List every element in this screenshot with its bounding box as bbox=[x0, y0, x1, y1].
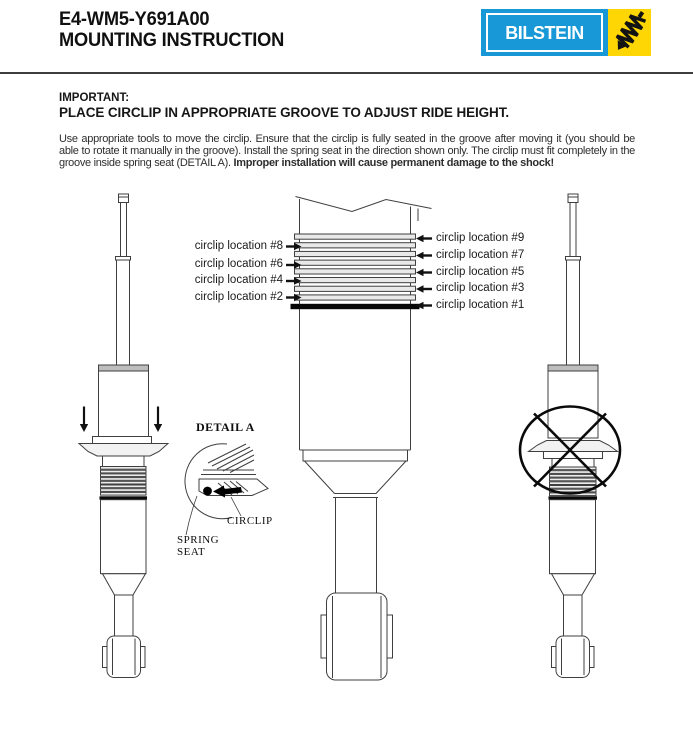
seat-section-hatch bbox=[208, 444, 254, 473]
middle-shock-drawing bbox=[291, 197, 432, 681]
left-circlip-installed-band bbox=[100, 496, 148, 499]
arrow-to-groove-3 bbox=[416, 285, 432, 293]
circlip-location-label-7: circlip location #7 bbox=[436, 249, 525, 261]
detail-a-title: DETAIL A bbox=[196, 420, 255, 434]
important-label: IMPORTANT: bbox=[59, 92, 130, 104]
circlip-location-label-5: circlip location #5 bbox=[436, 266, 525, 278]
instruction-heading: PLACE CIRCLIP IN APPROPRIATE GROOVE TO ADJUST RIDE HEIGHT. bbox=[59, 105, 510, 120]
circlip-location-label-9: circlip location #9 bbox=[436, 232, 525, 244]
part-number: E4-WM5-Y691A00 bbox=[59, 9, 210, 30]
spring-seat-callout: SPRING SEAT bbox=[177, 534, 220, 558]
instruction-warning: Improper installation will cause permanent damage to the shock! bbox=[233, 157, 554, 169]
header-divider bbox=[0, 72, 693, 74]
circlip-leader-line bbox=[231, 497, 241, 516]
circlip-location-label-2: circlip location #2 bbox=[194, 291, 283, 303]
shock-absorber-icon bbox=[608, 9, 651, 56]
doc-type-title: MOUNTING INSTRUCTION bbox=[59, 30, 285, 51]
circlip-cross-section-dot bbox=[203, 487, 212, 496]
circlip-location-label-1: circlip location #1 bbox=[436, 299, 525, 311]
circlip-location-label-8: circlip location #8 bbox=[194, 240, 283, 252]
left-shock-drawing bbox=[79, 194, 168, 678]
middle-shock-grooves bbox=[295, 234, 416, 300]
bilstein-logo bbox=[481, 9, 651, 56]
right-shock-drawing bbox=[529, 194, 618, 678]
circlip-callout: CIRCLIP bbox=[227, 515, 273, 527]
circlip-location-label-3: circlip location #3 bbox=[436, 282, 525, 294]
shock-diagram bbox=[0, 185, 693, 751]
bilstein-logo-yellow-panel bbox=[608, 9, 651, 56]
circlip-installed-band bbox=[291, 304, 420, 309]
bilstein-logo-text: BILSTEIN bbox=[505, 21, 584, 43]
document-title bbox=[59, 9, 284, 51]
circlip-location-label-6: circlip location #6 bbox=[194, 258, 283, 270]
left-shock-grooves bbox=[101, 467, 147, 496]
arrow-to-groove-5 bbox=[416, 269, 432, 277]
break-line bbox=[296, 197, 432, 212]
instruction-paragraph bbox=[59, 133, 635, 169]
arrow-to-groove-9 bbox=[416, 235, 432, 243]
circlip-location-label-4: circlip location #4 bbox=[194, 274, 283, 286]
bilstein-logo-blue-panel bbox=[481, 9, 608, 56]
right-circlip-installed-band bbox=[549, 496, 598, 499]
instruction-body: Use appropriate tools to move the circlip. Ensure that the circlip is fully seated in the groove after moving it (you should be able to rotate it manually in the groove). Install the spring seat in the direction shown only. The circlip must fit completely in the groove inside spring seat (DETAIL A). bbox=[59, 133, 635, 169]
arrow-to-groove-7 bbox=[416, 252, 432, 260]
